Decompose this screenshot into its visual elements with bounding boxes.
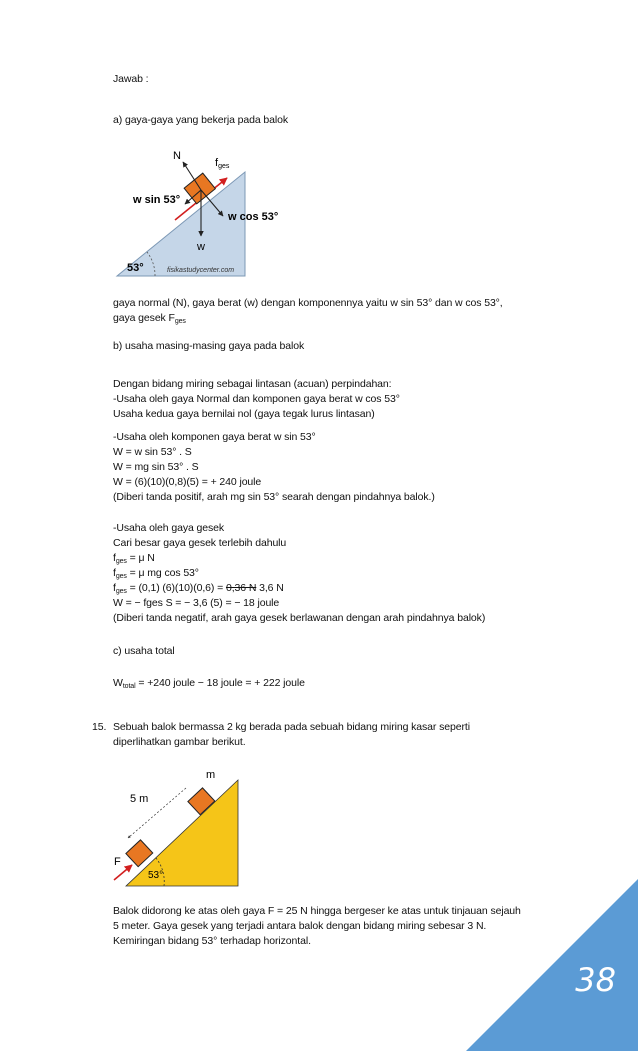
force-label: F (114, 856, 121, 868)
total-work: $W_{total} = +240$ joule − 18 joule = + 222 joule (113, 677, 305, 690)
question-paragraph-line: Balok didorong ke atas oleh gaya F = 25 N hingga bergeser ke atas untuk tinjauan sejauh (113, 905, 521, 917)
block2-line: (Diberi tanda positif, arah mg sin 53° searah dengan pindahnya balok.) (113, 491, 435, 503)
part-a-heading: a) gaya-gaya yang bekerja pada balok (113, 114, 289, 126)
question-number: 15. (92, 721, 107, 733)
block3-line: $f_{ges} = \mu$ N (113, 552, 155, 565)
forces-description-line2: gaya gesek $F_{ges}$ (113, 312, 186, 325)
angle-label: 53° (127, 262, 144, 274)
block-bottom (126, 840, 153, 867)
watermark: fisikastudycenter.com (167, 267, 235, 274)
w-cos-label: w cos 53° (228, 211, 279, 223)
page-number: 38 (575, 961, 616, 999)
block2-line: W = (6)(10)(0,8)(5) = + 240 joule (113, 476, 262, 488)
figure-incline-push (112, 764, 252, 888)
question-text-line2: diperlihatkan gambar berikut. (113, 736, 246, 748)
block3-line: W = − fges S = − 3,6 (5) = − 18 joule (113, 597, 280, 609)
w-label: w (197, 241, 205, 253)
block3-line: Cari besar gaya gesek terlebih dahulu (113, 537, 287, 549)
block2-line: W = w sin 53° . S (113, 446, 192, 458)
normal-label: N (173, 150, 181, 162)
block1-line: -Usaha oleh gaya Normal dan komponen gaya berat w cos 53° (113, 393, 400, 405)
block3-line: $f_{ges} = (0,1) (6)(10)(0,6) = 0,36$ N 3,6 N (113, 582, 284, 595)
friction-label: fges (215, 157, 230, 170)
block1-line: Dengan bidang miring sebagai lintasan (acuan) perpindahan: (113, 378, 392, 390)
w-sin-label: w sin 53° (133, 194, 181, 206)
question-text-line1: Sebuah balok bermassa 2 kg berada pada sebuah bidang miring kasar seperti (113, 721, 470, 733)
block2-line: W = mg sin 53° . S (113, 461, 199, 473)
angle-label: 53° (148, 870, 164, 881)
figure-incline-forces (115, 140, 279, 280)
part-c-heading: c) usaha total (113, 645, 175, 657)
answer-label: Jawab : (113, 73, 149, 85)
forces-description-line1: gaya normal (N), gaya berat (w) dengan komponennya yaitu w sin 53° dan w cos 53°, (113, 297, 503, 309)
block3-line: (Diberi tanda negatif, arah gaya gesek berlawanan dengan arah pindahnya balok) (113, 612, 486, 624)
mass-label: m (206, 769, 216, 781)
incline-triangle (117, 172, 245, 276)
question-paragraph-line: Kemiringan bidang 53° terhadap horizontal. (113, 935, 311, 947)
block2-line: -Usaha oleh komponen gaya berat w sin 53° (113, 431, 316, 443)
distance-label: 5 m (130, 793, 149, 805)
block1-line: Usaha kedua gaya bernilai nol (gaya tegak lurus lintasan) (113, 408, 375, 420)
block3-line: -Usaha oleh gaya gesek (113, 522, 225, 534)
part-b-heading: b) usaha masing-masing gaya pada balok (113, 340, 305, 352)
block3-line: $f_{ges} = \mu$ mg cos 53° (113, 567, 199, 580)
question-paragraph-line: 5 meter. Gaya gesek yang terjadi antara balok dengan bidang miring sebesar 3 N. (113, 920, 487, 932)
